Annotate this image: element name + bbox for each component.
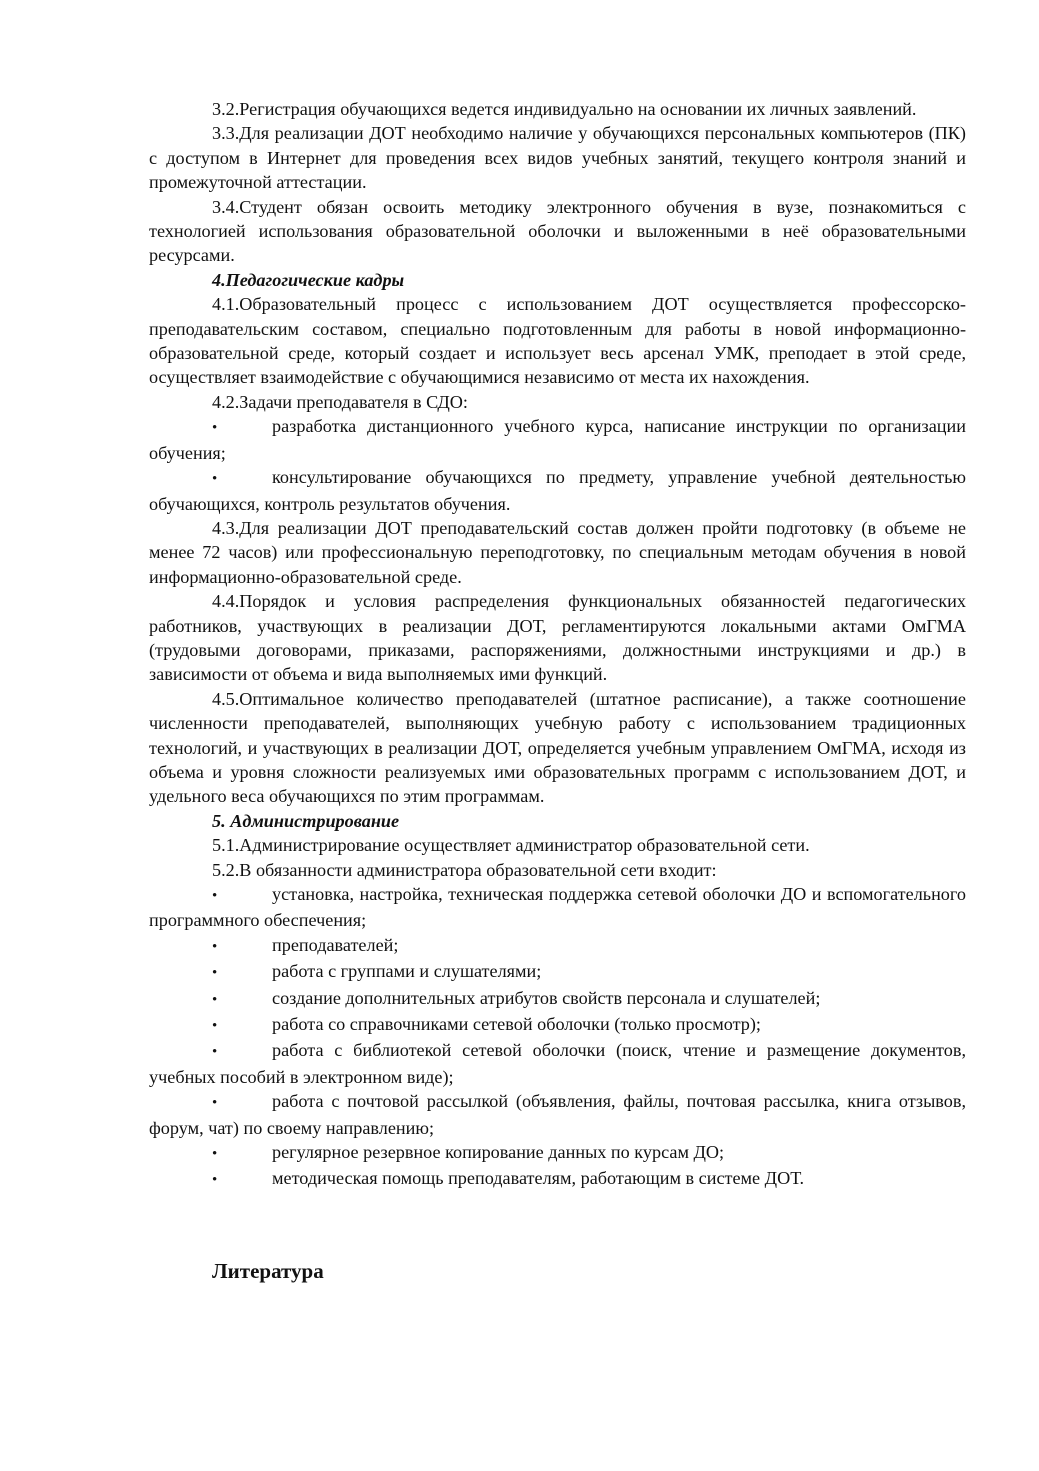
bullet-icon: • xyxy=(212,888,218,904)
bullet-icon: • xyxy=(212,1095,218,1112)
list-item-text: создание дополнительных атрибутов свойств персонала и слушателей; xyxy=(272,987,821,1008)
list-item-text: работа с группами и слушателями; xyxy=(272,961,542,982)
paragraph-3-3: 3.3.Для реализации ДОТ необходимо наличие у обучающихся персональных компьютеров (ПК) с доступом в Интернет для проведения всех видов учебных занятий, текущего контроля знаний и промежуточной аттестации. xyxy=(149,123,966,193)
list-item xyxy=(149,465,966,516)
list-item xyxy=(149,986,966,1012)
list-item-text: регулярное резервное копирование данных по курсам ДО; xyxy=(272,1142,725,1163)
bullet-list-5-2 xyxy=(149,882,966,1193)
literature-heading: Литература xyxy=(212,1258,324,1283)
bullet-icon: • xyxy=(212,1018,218,1035)
list-item xyxy=(149,1089,966,1140)
bullet-icon: • xyxy=(212,1044,218,1061)
list-item-text: методическая помощь преподавателям, работающим в системе ДОТ. xyxy=(272,1168,805,1189)
paragraph-4-3: 4.3.Для реализации ДОТ преподавательский состав должен пройти подготовку (в объеме не менее 72 часов) или профессиональную переподготовку, по специальным методам обучения в новой информационно-образовательной среде. xyxy=(149,517,966,587)
list-item-text: работа с библиотекой сетевой оболочки (поиск, чтение и размещение документов, учебных пособий в электронном виде); xyxy=(149,1040,966,1087)
paragraph-5-2: 5.2.В обязанности администратора образовательной сети входит: xyxy=(212,859,717,880)
paragraph-3-2: 3.2.Регистрация обучающихся ведется индивидуально на основании их личных заявлений. xyxy=(212,99,917,119)
list-item xyxy=(149,1140,966,1166)
bullet-icon: • xyxy=(212,1146,218,1163)
list-item-text: работа с почтовой рассылкой (объявления, файлы, почтовая рассылка, книга отзывов, форум, чат) по своему направлению; xyxy=(149,1091,966,1138)
bullet-icon: • xyxy=(212,938,218,955)
list-item xyxy=(149,1166,966,1192)
list-item-text: разработка дистанционного учебного курса, написание инструкции по организации обучения; xyxy=(149,416,966,463)
list-item xyxy=(149,1012,966,1038)
section-heading-4: 4.Педагогические кадры xyxy=(212,269,405,290)
list-item xyxy=(149,959,966,985)
section-heading-5: 5. Администрирование xyxy=(212,810,400,831)
bullet-icon: • xyxy=(212,420,218,437)
bullet-icon: • xyxy=(212,965,218,982)
paragraph-4-5: 4.5.Оптимальное количество преподавателей (штатное расписание), а также соотношение численности преподавателей, выполняющих учебную работу с использованием традиционных технологий, и участвующих в реализации ДОТ, определяется учебным управлением ОмГМА, исходя из объема и уровня сложности реализуемых ими образовательных программ с использованием ДОТ, и удельного веса обучающихся по этим программам. xyxy=(149,688,966,807)
list-item xyxy=(149,1038,966,1089)
bullet-list-4-2 xyxy=(149,414,966,516)
bullet-icon: • xyxy=(212,471,218,488)
list-item xyxy=(149,414,966,465)
list-item-text: установка, настройка, техническая поддержка сетевой оболочки ДО и вспомогательного программного обеспечения; xyxy=(149,884,966,931)
paragraph-5-1: 5.1.Администрирование осуществляет администратор образовательной сети. xyxy=(212,835,810,856)
paragraph-4-2: 4.2.Задачи преподавателя в СДО: xyxy=(212,391,468,412)
bullet-icon: • xyxy=(212,1172,218,1189)
list-item xyxy=(149,882,966,933)
list-item-text: преподавателей; xyxy=(272,934,399,955)
paragraph-4-4: 4.4.Порядок и условия распределения функциональных обязанностей педагогических работников, участвующих в реализации ДОТ, регламентируются локальными актами ОмГМА (трудовыми договорами, приказами, распоряжениями, должностными инструкциями и др.) в зависимости от объема и вида выполняемых ими функций. xyxy=(149,591,966,685)
paragraph-4-1: 4.1.Образовательный процесс с использованием ДОТ осуществляется профессорско-преподавательским составом, специально подготовленным для работы в новой информационно-образовательной среде, который создает и использует весь арсенал УМК, преподает в этой среде, осуществляет взаимодействие с обучающимися независимо от места их нахождения. xyxy=(149,294,966,388)
paragraph-3-4: 3.4.Студент обязан освоить методику электронного обучения в вузе, познакомиться с технологией использования образовательной оболочки и выложенными в неё образовательными ресурсами. xyxy=(149,196,966,266)
list-item-text: работа со справочниками сетевой оболочки (только просмотр); xyxy=(272,1014,761,1035)
list-item-text: консультирование обучающихся по предмету, управление учебной деятельностью обучающихся, контроль результатов обучения. xyxy=(149,467,966,514)
list-item xyxy=(149,933,966,959)
document-page xyxy=(149,97,966,1283)
bullet-icon: • xyxy=(212,991,218,1008)
